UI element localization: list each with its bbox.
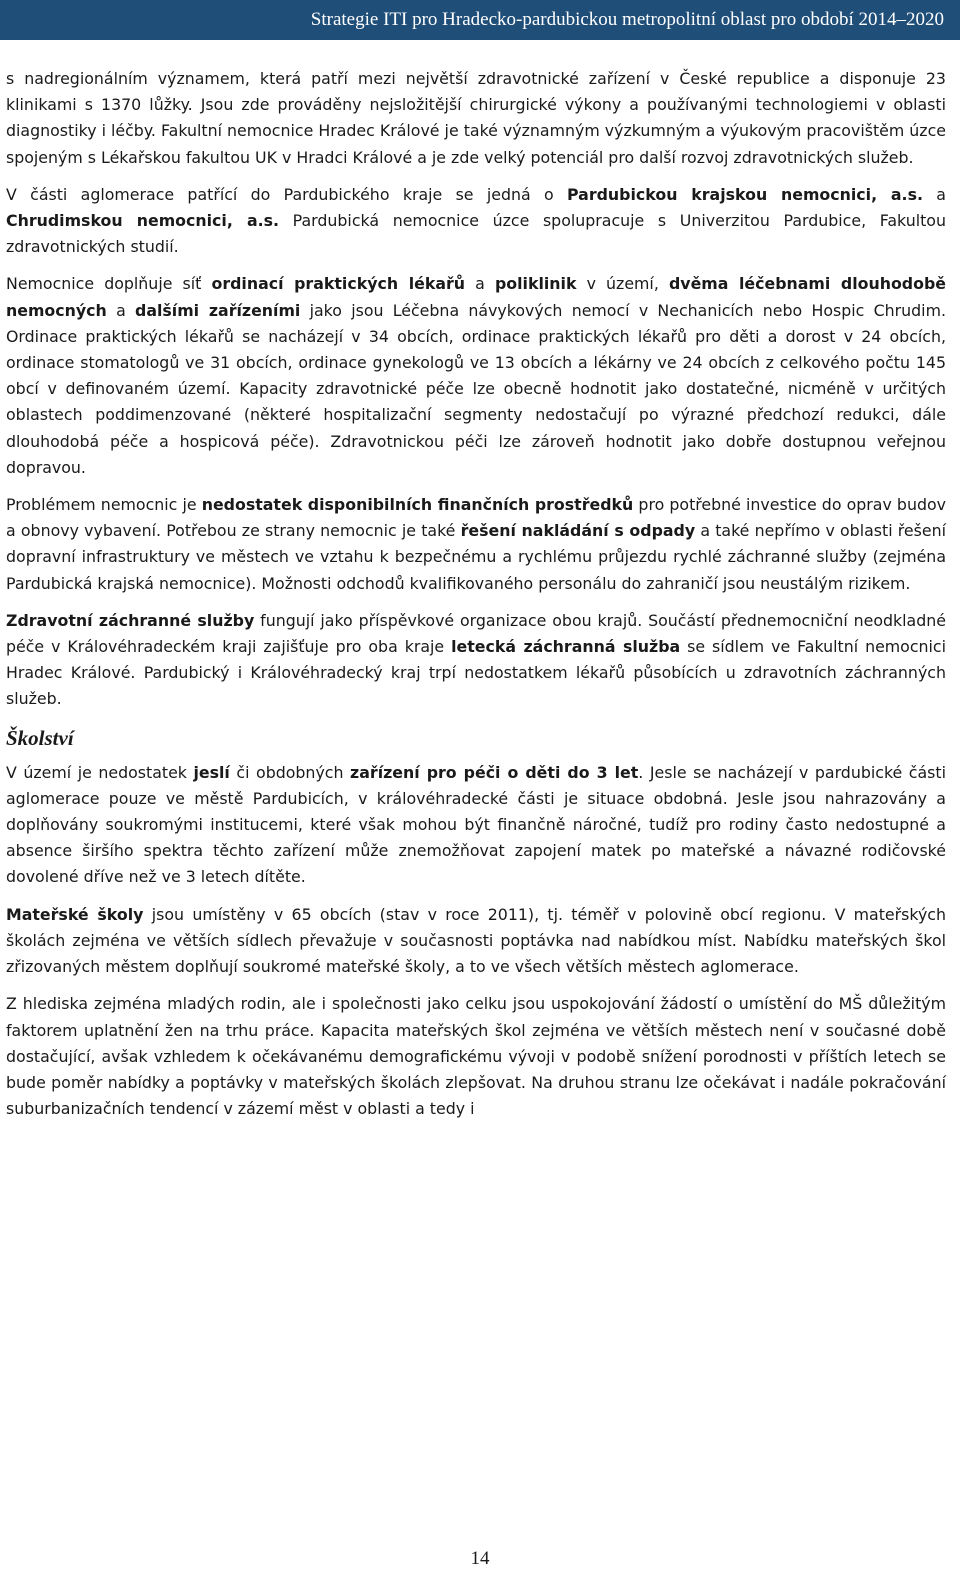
text: s nadregionálním významem, která patří mezi největší zdravotnické zařízení v České republice a disponuje 23 klinikami s 1370 lůžky. Jsou zde prováděny nejsložitější chirurgické výkony a používanými technologiemi v oblasti diagnostiky i léčby. Fakultní nemocnice Hradec Králové je také významným výzkumným a výukovým pracovištěm úzce spojeným s Lékařskou fakultou UK v Hradci Králové a je zde velký potenciál pro další rozvoj zdravotnických služeb. (6, 69, 946, 167)
bold-text: řešení nakládání s odpady (460, 521, 696, 541)
bold-text: jeslí (193, 762, 230, 782)
text: Problémem nemocnic je (6, 495, 202, 515)
text: a (106, 300, 136, 320)
paragraph-kindergartens (6, 902, 946, 981)
header-title: Strategie ITI pro Hradecko-pardubickou metropolitní oblast pro období 2014–2020 (310, 9, 944, 30)
page-number: 14 (470, 1548, 490, 1569)
bold-text: Chrudimskou nemocnici, a.s. (6, 211, 280, 231)
bold-text: Zdravotní záchranné služby (6, 610, 255, 630)
section-heading-education: Školství (6, 725, 74, 750)
text: v území, (576, 274, 669, 294)
bold-text: ordinací praktických lékařů (211, 274, 466, 294)
paragraph-hospital-hk (6, 66, 946, 171)
text: jako jsou Léčebna návykových nemocí v Nechanicích nebo Hospic Chrudim. Ordinace praktických lékařů se nacházejí v 34 obcích, ordinace praktických lékařů pro děti a dorost v 24 obcích, ordinace stomatologů ve 31 obcích, ordinace gynekologů ve 13 obcích a lékárny ve 24 obcích z celkového počtu 145 obcí v definovaném území. Kapacity zdravotnické péče lze obecně hodnotit jako dostatečné, nicméně v určitých oblastech poddimenzované (některé hospitalizační segmenty nedostačují po výrazné předchozí redukci, dále dlouhodobá péče a hospicová péče). Zdravotnickou péči lze zároveň hodnotit jako dobře dostupnou veřejnou dopravou. (6, 300, 946, 477)
text: Nemocnice doplňuje síť (6, 274, 212, 294)
text: jsou umístěny v 65 obcích (stav v roce 2011), tj. téměř v polovině obcí regionu. V mateřských školách zejména ve větších sídlech převažuje v současnosti poptávka nad nabídkou míst. Nabídku mateřských škol zřizovaných městem doplňují soukromé mateřské školy, a to ve všech větších městech aglomerace. (6, 904, 946, 977)
text: Pardubická nemocnice úzce spolupracuje s Univerzitou Pardubice, Fakultou zdravotnických studií. (6, 211, 946, 257)
bold-text: Pardubickou krajskou nemocnici, a.s. (567, 184, 923, 204)
text: pro potřebné investice do oprav budov a obnovy vybavení. Potřebou ze strany nemocnic je také (6, 495, 947, 541)
paragraph-kindergarten-capacity (6, 991, 946, 1122)
bold-text: dalšími zařízeními (135, 300, 301, 320)
document-body (6, 66, 946, 1133)
text: a (922, 184, 946, 204)
text: V území je nedostatek (6, 762, 194, 782)
text: V části aglomerace patřící do Pardubického kraje se jedná o (6, 184, 568, 204)
text: a (465, 274, 495, 294)
text: a také nepřímo v oblasti řešení dopravní infrastruktury ve městech ve vztahu k bezpečnému a rychlému průjezdu rychlé záchranné služby (zejména Pardubická krajská nemocnice). Možnosti odchodů kvalifikovaného personálu do zahraničí jsou neustálým rizikem. (6, 521, 946, 593)
text: Z hlediska zejména mladých rodin, ale i společnosti jako celku jsou uspokojování žádostí o umístění do MŠ důležitým faktorem uplatnění žen na trhu práce. Kapacita mateřských škol zejména ve větších městech není v současné době dostačující, avšak vzhledem k očekávanému demografickému vývoji v podobě snížení porodnosti v příštích letech se bude poměr nabídky a poptávky v mateřských školách zlepšovat. Na druhou stranu lze očekávat i nadále pokračování suburbanizačních tendencí v zázemí měst v oblasti a tedy i (6, 994, 946, 1119)
bold-text: nedostatek disponibilních finančních prostředků (201, 495, 634, 515)
text: . Jesle se nacházejí v pardubické části aglomerace pouze ve městě Pardubicích, v královéhradecké části je situace obdobná. Jesle jsou nahrazovány a doplňovány soukromými institucemi, které však mohou být finančně náročné, tudíž pro rodiny často nedostupné a absence širšího spektra těchto zařízení může znemožňovat zapojení matek po mateřské a návazné rodičovské dovolené dříve než ve 3 letech dítěte. (6, 762, 946, 887)
paragraph-nurseries (6, 760, 946, 891)
paragraph-emergency-services (6, 608, 946, 713)
bold-text: Mateřské školy (6, 904, 144, 924)
bold-text: dvěma léčebnami dlouhodobě nemocných (6, 274, 946, 320)
text: se sídlem ve Fakultní nemocnici Hradec Králové. Pardubický i Královéhradecký kraj trpí nedostatkem lékařů působících u zdravotních záchranných služeb. (6, 637, 947, 709)
paragraph-hospital-problems (6, 492, 946, 597)
page-header (0, 0, 960, 40)
paragraph-hospitals-pardubice (6, 182, 946, 261)
bold-text: letecká záchranná služba (451, 637, 681, 657)
text: či obdobných (229, 762, 351, 782)
text: fungují jako příspěvkové organizace obou krajů. Součástí přednemocniční neodkladné péče v Královéhradeckém kraji zajišťuje pro oba kraje (6, 610, 946, 657)
bold-text: zařízení pro péči o děti do 3 let (350, 762, 639, 782)
paragraph-healthcare-network (6, 271, 946, 481)
bold-text: poliklinik (494, 274, 577, 294)
